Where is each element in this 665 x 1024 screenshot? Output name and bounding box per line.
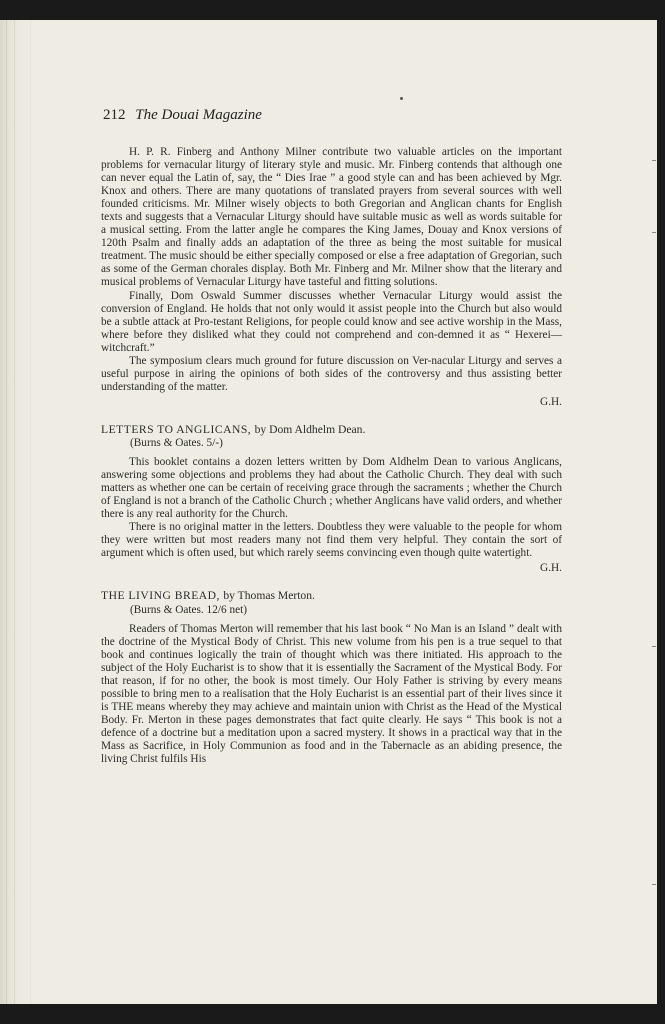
book-spine-gutter [0,20,31,1004]
review-heading-bread [101,589,562,602]
review-author-letters: by Dom Aldhelm Dean. [254,422,366,436]
publisher-letters: (Burns & Oates. 5/-) [130,436,223,449]
letters-signature: G.H. [540,562,562,575]
edge-mark [652,646,656,647]
magazine-title: The Douai Magazine [135,107,262,123]
review-title-bread: THE LIVING BREAD, [101,589,220,603]
edge-mark [652,160,656,161]
bread-paragraph-1: Readers of Thomas Merton will remember that his last book “ No Man is an Island ” dealt with the doctrine of the Mystical Body of Christ. This new volume from his pen is a true sequel to that book and continues logically the train of thought which was there initiated. His approach to the subject of the Holy Eucharist is to show that it is essentially the Sacrament of the Mystical Body. For that reason, if for no other, the book is most timely. Our Holy Father is striving by every means possible to bring men to a realisation that the Holy Eucharist is an essential part of their lives since it is THE means whereby they may achieve and maintain union with Christ as the Head of the Mystical Body. Fr. Merton in these pages demonstrates that fact quite clearly. He says “ This book is not a defence of a doctrine but a meditation upon a sacred mystery. It shows in a practical way that in the Mass as Sacrifice, in Holy Communion as food and in the Tabernacle as an abiding presence, the living Christ fulfils His [101,622,562,766]
publisher-bread: (Burns & Oates. 12/6 net) [130,603,248,616]
edge-mark [652,232,656,233]
intro-signature: G.H. [540,395,562,408]
intro-paragraph-2: Finally, Dom Oswald Summer discusses whether Vernacular Liturgy would assist the conversion of England. He holds that not only would it assist people into the Church but also would be a subtle attack at Pro-testant Religions, for people could know and see active worship in the Mass, where before they disliked what they could not comprehend and con-demned it as “ Hexerei—witchcraft.” [101,289,562,354]
letters-paragraph-2: There is no original matter in the letters. Doubtless they were valuable to the people for whom they were written but most readers many not find them very helpful. They contain the sort of argument which is often used, but which rarely seems convincing even though quite watertight. [101,521,562,560]
page-body [101,146,562,766]
edge-mark [652,884,656,885]
running-header [103,107,262,124]
page-right-edge [657,20,665,1004]
letters-paragraph-1: This booklet contains a dozen letters written by Dom Aldhelm Dean to various Anglicans, answering some objections and problems they had about the Catholic Church. They deal with such matters as whether one can be certain of receiving grace through the sacraments ; whether the Church of England is not a branch of the Catholic Church ; whether Anglicans have valid orders, and whether there is any real authority for the Church. [101,456,562,521]
intro-paragraph-3: The symposium clears much ground for future discussion on Ver-nacular Liturgy and serves a useful purpose in airing the opinions of both sides of the controversy and thus assisting better understanding of the matter. [101,354,562,393]
review-title-letters: LETTERS TO ANGLICANS, [101,422,252,436]
book-page [0,20,657,1004]
review-author-bread: by Thomas Merton. [223,589,315,603]
ink-speck [400,97,403,100]
review-heading-letters [101,423,562,436]
page-number: 212 [103,107,126,123]
intro-paragraph-1: H. P. R. Finberg and Anthony Milner contribute two valuable articles on the important problems for vernacular liturgy of literary style and music. Mr. Finberg contends that although one can never equal the Latin of, say, the “ Dies Irae ” a good style can and has been achieved by Mgr. Knox and others. There are many quotations of translated prayers from several sources with well founded criticisms. Mr. Milner wisely objects to both Gregorian and Anglican chants for English texts and suggests that a Vernacular Liturgy should have suitable music as well as words suitable for a musical setting. From the latter angle he compares the King James, Douay and Knox versions of 120th Psalm and finally adds an adaptation of the three as being the most suitable for musical treatment. The music should be either specially composed or else a free adaptation of Gregorian, such as some of the German chorales display. Both Mr. Finberg and Mr. Milner show that the literary and musical problems of Vernacular Liturgy have tasteful and fitting solutions. [101,146,562,289]
